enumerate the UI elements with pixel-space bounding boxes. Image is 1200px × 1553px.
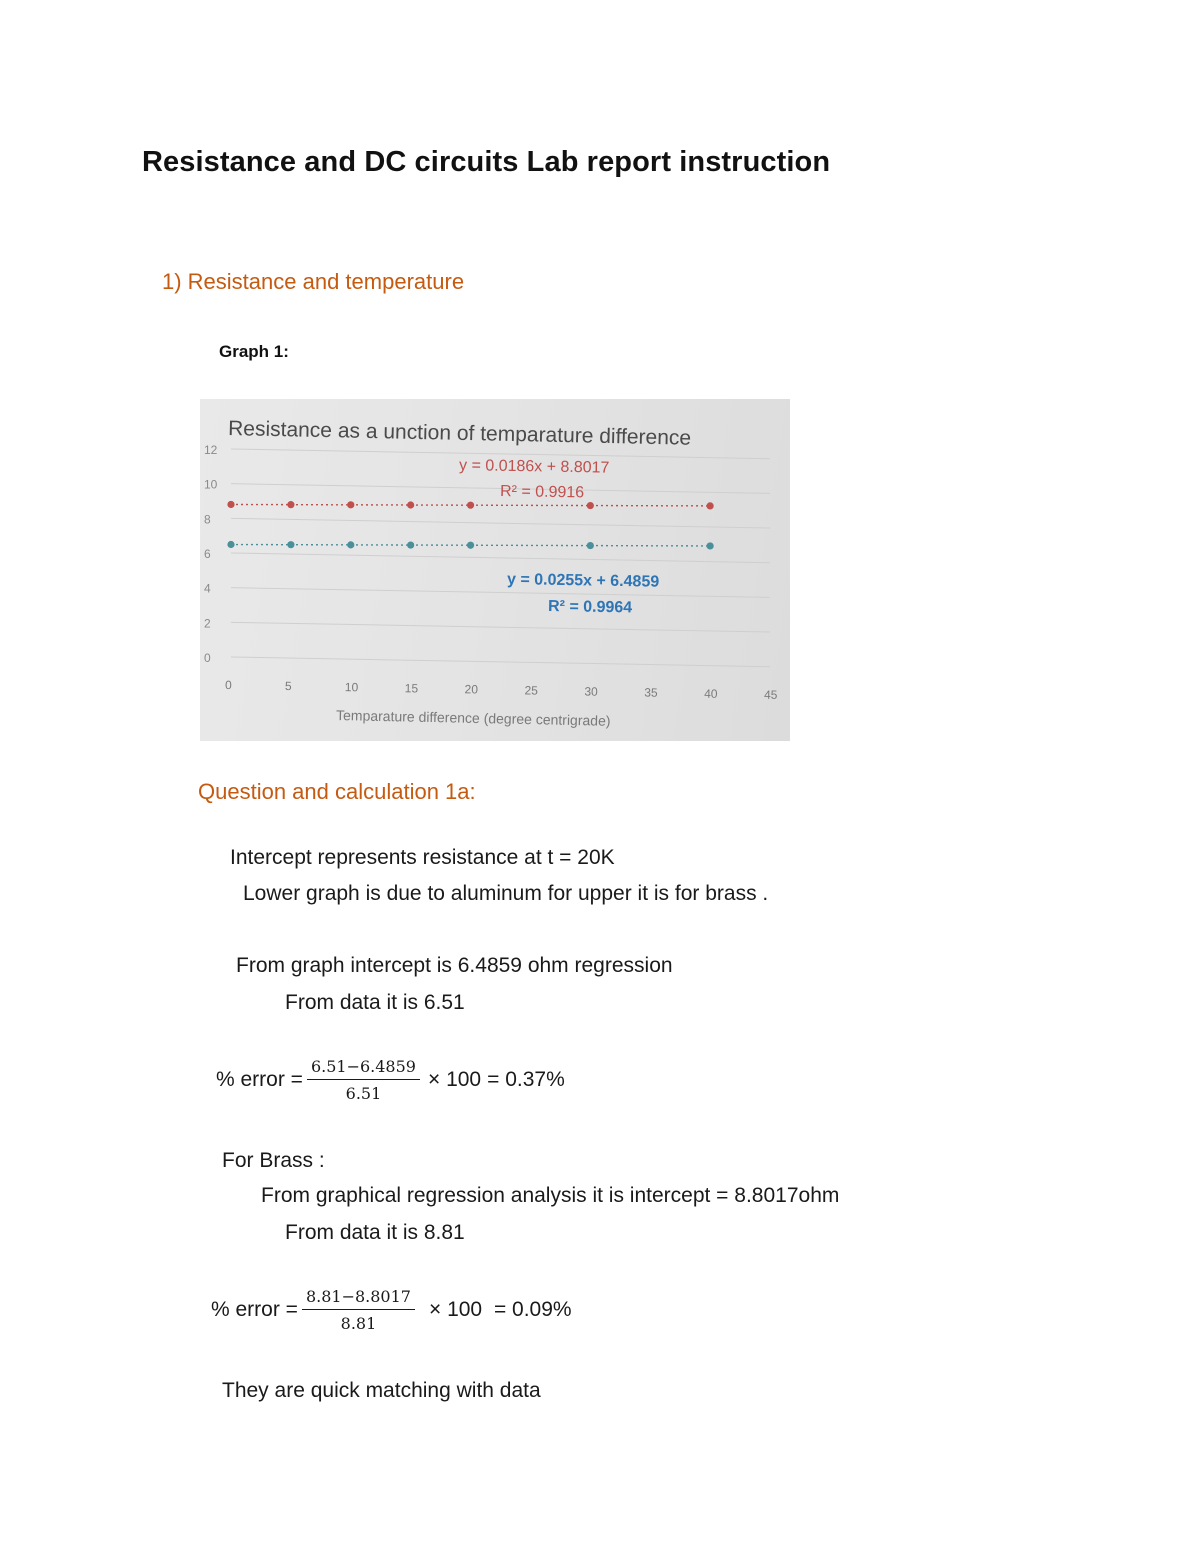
chart-photo — [200, 399, 790, 741]
data-point — [287, 501, 294, 508]
chart-points — [227, 501, 713, 550]
data-point — [287, 541, 294, 548]
text-from-graph: From graph intercept is 6.4859 ohm regression — [236, 954, 673, 977]
x-tick-label: 15 — [404, 681, 419, 696]
x-tick-label: 10 — [344, 680, 359, 695]
data-point — [467, 502, 474, 509]
data-point — [347, 501, 354, 508]
fraction-denominator: 8.81 — [340, 1314, 377, 1333]
scatter-chart — [200, 399, 790, 741]
question-heading: Question and calculation 1a: — [198, 779, 476, 804]
text-intercept: Intercept represents resistance at t = 20K — [230, 846, 615, 869]
x-tick-label: 0 — [224, 678, 232, 693]
fraction-numerator: 6.51−6.4859 — [307, 1057, 420, 1080]
y-tick-label: 6 — [204, 547, 211, 561]
x-tick-label: 30 — [584, 684, 598, 699]
data-point — [347, 541, 354, 548]
x-tick-label: 40 — [704, 686, 718, 701]
y-tick-label: 2 — [204, 616, 211, 631]
formula-lhs: % error = — [211, 1298, 298, 1321]
trendline-equation-aluminum: y = 0.0255x + 6.4859 — [506, 571, 660, 591]
gridline — [231, 657, 770, 667]
gridline — [231, 622, 770, 632]
percent-error-formula-brass — [211, 1287, 572, 1333]
data-point — [587, 542, 594, 549]
x-tick-label: 20 — [464, 682, 479, 697]
chart-title: Resistance as a unction of temparature difference — [227, 417, 692, 450]
y-tick-label: 10 — [204, 477, 218, 492]
data-point — [467, 542, 474, 549]
data-point — [227, 501, 234, 508]
data-point — [407, 541, 414, 548]
fraction-denominator: 6.51 — [345, 1084, 382, 1103]
graph-label: Graph 1: — [219, 342, 289, 361]
percent-error-formula-aluminum — [216, 1057, 565, 1103]
trendline-equation-brass: y = 0.0186x + 8.8017 — [458, 457, 610, 477]
data-point — [407, 501, 414, 508]
x-tick-label: 5 — [284, 679, 292, 694]
chart-axes — [204, 443, 778, 702]
section-heading: 1) Resistance and temperature — [162, 269, 465, 294]
text-conclusion: They are quick matching with data — [222, 1379, 541, 1402]
data-point — [707, 542, 714, 549]
data-point — [587, 502, 594, 509]
x-tick-label: 25 — [524, 683, 538, 698]
r-squared-brass: R² = 0.9916 — [499, 483, 585, 502]
y-tick-label: 4 — [204, 581, 211, 596]
y-tick-label: 0 — [204, 651, 211, 665]
formula-result: = 0.37% — [487, 1068, 565, 1091]
text-graphical-regression: From graphical regression analysis it is intercept = 8.8017ohm — [261, 1184, 840, 1207]
text-from-data-aluminum: From data it is 6.51 — [285, 991, 465, 1014]
gridline — [231, 588, 770, 598]
gridline — [231, 518, 770, 528]
formula-fraction — [302, 1287, 415, 1333]
y-tick-label: 8 — [204, 512, 211, 527]
fraction-numerator: 8.81−8.8017 — [302, 1287, 415, 1310]
x-tick-label: 35 — [644, 685, 658, 700]
data-point — [227, 541, 234, 548]
y-tick-label: 12 — [204, 443, 218, 457]
formula-lhs: % error = — [216, 1068, 303, 1091]
formula-multiplier: × 100 — [428, 1298, 483, 1321]
text-lower-graph: Lower graph is due to aluminum for upper it is for brass . — [243, 882, 769, 905]
x-tick-label: 45 — [763, 687, 778, 702]
gridline — [231, 553, 770, 563]
formula-result: = 0.09% — [488, 1298, 572, 1321]
formula-multiplier: × 100 — [427, 1068, 482, 1091]
x-axis-label: Temparature difference (degree centrigrade) — [335, 707, 611, 729]
text-from-data-brass: From data it is 8.81 — [285, 1221, 465, 1244]
r-squared-aluminum: R² = 0.9964 — [547, 598, 633, 617]
document-title: Resistance and DC circuits Lab report instruction — [142, 146, 831, 178]
text-for-brass: For Brass : — [222, 1149, 325, 1172]
chart-gridlines — [231, 449, 770, 667]
formula-fraction — [307, 1057, 420, 1103]
data-point — [707, 502, 714, 509]
